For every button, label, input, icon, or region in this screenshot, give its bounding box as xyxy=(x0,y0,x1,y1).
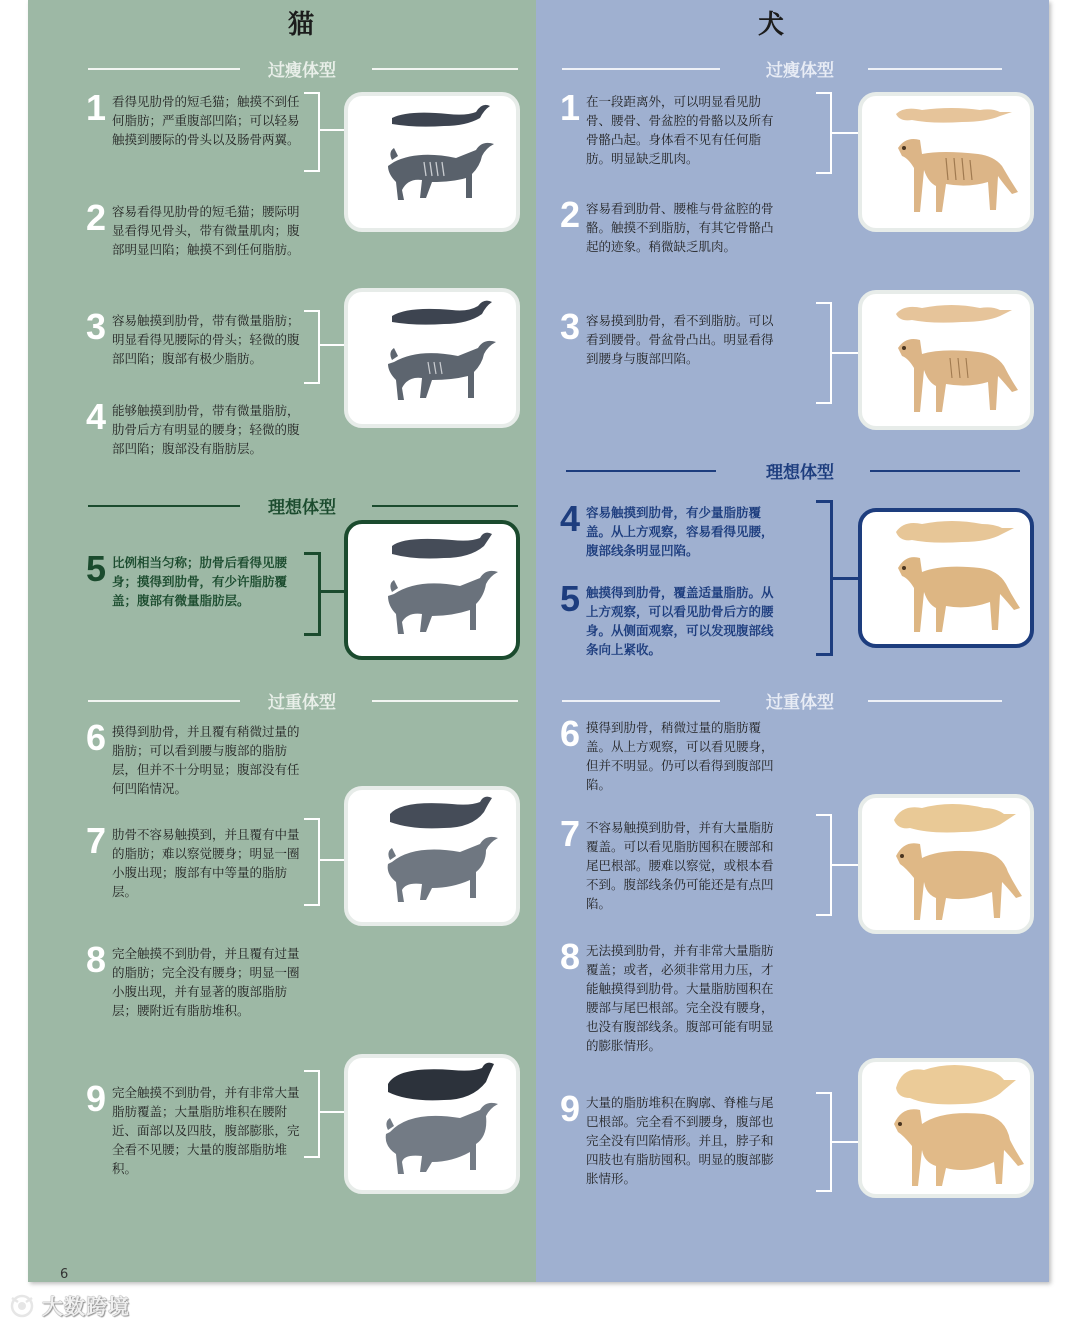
cat-section-thin-label: 过瘦体型 xyxy=(268,61,336,81)
dog-image-thin-1 xyxy=(858,92,1034,232)
dog-bracket-3 xyxy=(816,302,832,404)
cat-item-3-text: 容易触摸到肋骨，带有微量脂肪；明显看得见腰际的骨头；轻微的腹部凹陷；腹部有极少脂肪。 xyxy=(112,313,300,366)
cat-image-thin-2 xyxy=(344,288,520,428)
dog-bracket-8-9 xyxy=(816,1092,832,1192)
cat-section-ideal xyxy=(88,493,518,519)
dog-illustration-icon xyxy=(862,1062,1030,1194)
dog-item-3-text: 容易摸到肋骨，看不到脂肪。可以看到腰骨。骨盆骨凸出。明显看得到腰身与腹部凹陷。 xyxy=(586,313,774,366)
cat-section-thin xyxy=(88,56,518,82)
cat-column xyxy=(28,0,536,1282)
cat-image-heavy-2 xyxy=(344,1054,520,1194)
dog-item-3-number: 3 xyxy=(560,306,581,347)
dog-illustration-icon xyxy=(862,294,1030,426)
dog-section-thin xyxy=(562,56,1002,82)
dog-section-ideal xyxy=(566,458,1002,484)
dog-title: 犬 xyxy=(758,10,785,40)
dog-section-ideal-label: 理想体型 xyxy=(766,463,834,483)
cat-section-ideal-label: 理想体型 xyxy=(268,498,336,518)
dog-item-9-number: 9 xyxy=(560,1088,581,1129)
dog-item-2-text: 容易看到肋骨、腰椎与骨盆腔的骨骼。触摸不到脂肪，有其它骨骼凸起的迹象。稍微缺乏肌肉。 xyxy=(586,201,774,254)
cat-item-3-number: 3 xyxy=(86,306,107,347)
dog-item-4-text: 容易触摸到肋骨，有少量脂肪覆盖。从上方观察，容易看得见腰，腹部线条明显凹陷。 xyxy=(586,505,774,558)
dog-illustration-icon xyxy=(862,798,1030,930)
cat-item-6-text: 摸得到肋骨，并且覆有稍微过量的脂肪；可以看到腰与腹部的脂肪层，但并不十分明显；腹部没有任何凹陷情况。 xyxy=(112,724,300,796)
dog-bracket-1-2 xyxy=(816,92,832,174)
dog-image-heavy-2 xyxy=(858,1058,1034,1198)
dog-section-heavy xyxy=(562,688,1002,714)
cat-item-2-text: 容易看得见肋骨的短毛猫；腰际明显看得见骨头，带有微量肌肉；腹部明显凹陷；触摸不到任何脂肪。 xyxy=(112,204,300,257)
dog-item-6-number: 6 xyxy=(560,713,581,754)
dog-image-ideal xyxy=(858,508,1034,648)
cat-item-5-text: 比例相当匀称；肋骨后看得见腰身；摸得到肋骨，有少许脂肪覆盖；腹部有微量脂肪层。 xyxy=(112,555,288,608)
dog-item-1-text: 在一段距离外，可以明显看见肋骨、腰骨、骨盆腔的骨骼以及所有骨骼凸起。身体看不见有任何脂肪。明显缺乏肌肉。 xyxy=(586,94,774,166)
cat-illustration-icon xyxy=(348,292,516,424)
cat-illustration-icon xyxy=(348,524,516,656)
cat-illustration-icon xyxy=(348,790,516,922)
cat-item-4-text: 能够触摸到肋骨，带有微量脂肪，肋骨后方有明显的腰身；轻微的腹部凹陷；腹部没有脂肪层。 xyxy=(112,403,300,456)
dog-item-5-text: 触摸得到肋骨，覆盖适量脂肪。从上方观察，可以看见肋骨后方的腰身。从侧面观察，可以发现腹部线条向上紧收。 xyxy=(586,585,774,657)
cat-item-9-text: 完全触摸不到肋骨，并有非常大量脂肪覆盖；大量脂肪堆积在腰附近、面部以及四肢，腹部膨胀，完全看不见腰；大量的腹部脂肪堆积。 xyxy=(112,1085,300,1176)
page-number: 6 xyxy=(60,1267,69,1282)
page xyxy=(28,0,1049,1282)
dog-item-7-text: 不容易触摸到肋骨，并有大量脂肪覆盖。可以看见脂肪囤积在腰部和尾巴根部。腰难以察觉，或根本看不到。腹部线条仍可能还是有点凹陷。 xyxy=(586,820,774,911)
dog-item-1-number: 1 xyxy=(560,87,581,128)
cat-section-heavy-label: 过重体型 xyxy=(268,693,336,713)
cat-title: 猫 xyxy=(288,10,315,40)
cat-item-7-text: 肋骨不容易触摸到，并且覆有中量的脂肪；难以察觉腰身；明显一圈小腹出现；腹部有中等量的脂肪层。 xyxy=(112,827,300,899)
cat-illustration-icon xyxy=(348,1058,516,1190)
dog-section-thin-label: 过瘦体型 xyxy=(766,61,834,81)
dog-bracket-6-7 xyxy=(816,814,832,916)
cat-item-6-number: 6 xyxy=(86,717,107,758)
dog-item-9-text: 大量的脂肪堆积在胸廓、脊椎与尾巴根部。完全看不到腰身，腹部也完全没有凹陷情形。并且，脖子和四肢也有脂肪囤积。明显的腹部膨胀情形。 xyxy=(586,1095,774,1186)
cat-item-5-number: 5 xyxy=(86,548,107,589)
dog-illustration-icon xyxy=(862,96,1030,228)
dog-column xyxy=(536,0,1049,1282)
dog-image-thin-2 xyxy=(858,290,1034,430)
cat-illustration-icon xyxy=(348,96,516,228)
cat-item-4-number: 4 xyxy=(86,396,107,437)
cat-item-2-number: 2 xyxy=(86,197,107,238)
watermark-logo-icon xyxy=(8,1292,36,1320)
cat-image-heavy-1 xyxy=(344,786,520,926)
cat-item-9-number: 9 xyxy=(86,1078,107,1119)
cat-item-7-number: 7 xyxy=(86,820,107,861)
dog-item-8-text: 无法摸到肋骨，并有非常大量脂肪覆盖；或者，必须非常用力压，才能触摸得到肋骨。大量脂肪囤积在腰部与尾巴根部。完全没有腰身，也没有腹部线条。腹部可能有明显的膨胀情形。 xyxy=(586,943,774,1053)
cat-item-1-number: 1 xyxy=(86,87,107,128)
cat-item-8-number: 8 xyxy=(86,939,107,980)
dog-item-5-number: 5 xyxy=(560,578,581,619)
dog-item-2-number: 2 xyxy=(560,194,581,235)
dog-item-8-number: 8 xyxy=(560,936,581,977)
dog-illustration-icon xyxy=(862,512,1030,644)
dog-image-heavy-1 xyxy=(858,794,1034,934)
dog-section-heavy-label: 过重体型 xyxy=(766,693,834,713)
dog-item-7-number: 7 xyxy=(560,813,581,854)
cat-item-8-text: 完全触摸不到肋骨，并且覆有过量的脂肪；完全没有腰身；明显一圈小腹出现，并有显著的腹部脂肪层；腰附近有脂肪堆积。 xyxy=(112,946,300,1018)
cat-image-thin-1 xyxy=(344,92,520,232)
watermark-text: 大数跨境 xyxy=(42,1295,130,1319)
watermark xyxy=(8,1290,130,1322)
cat-section-heavy xyxy=(88,688,518,714)
cat-image-ideal xyxy=(344,520,520,660)
cat-item-1-text: 看得见肋骨的短毛猫；触摸不到任何脂肪；严重腹部凹陷；可以轻易触摸到腰际的骨头以及肠骨两翼。 xyxy=(112,94,300,147)
dog-item-4-number: 4 xyxy=(560,498,581,539)
dog-item-6-text: 摸得到肋骨，稍微过量的脂肪覆盖。从上方观察，可以看见腰身，但并不明显。仍可以看得到腹部凹陷。 xyxy=(586,720,774,792)
dog-bracket-4-5 xyxy=(816,500,833,656)
